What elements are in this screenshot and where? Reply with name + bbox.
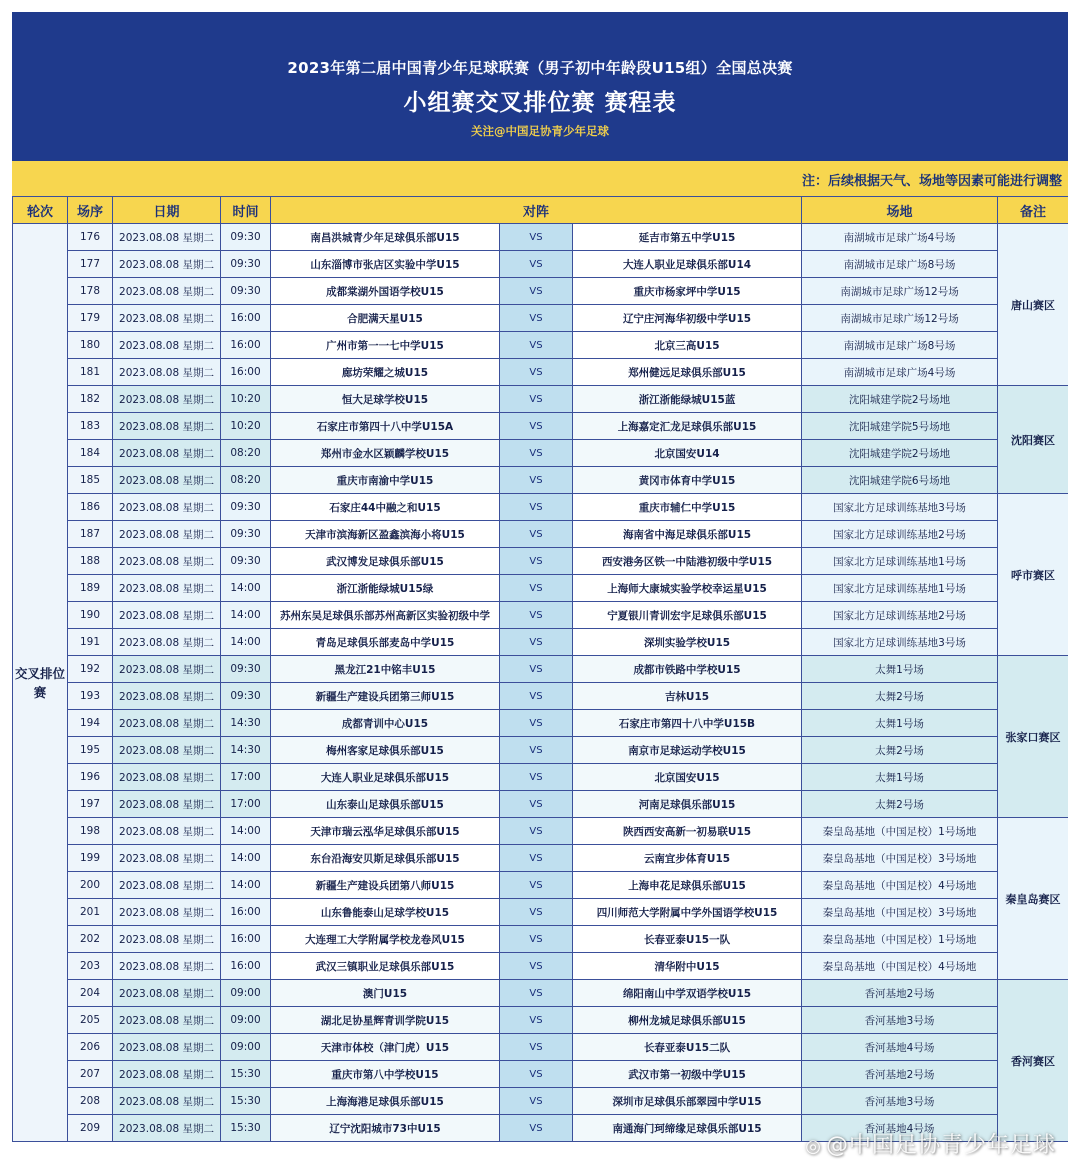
- venue-cell: 香河基地4号场: [802, 1034, 998, 1061]
- venue-cell: 南湖城市足球广场12号场: [802, 278, 998, 305]
- time-cell: 14:00: [221, 602, 271, 629]
- home-team-cell: 合肥满天星U15: [271, 305, 500, 332]
- vs-cell: VS: [500, 467, 573, 494]
- time-cell: 14:00: [221, 818, 271, 845]
- vs-cell: VS: [500, 980, 573, 1007]
- venue-cell: 秦皇岛基地（中国足校）4号场地: [802, 872, 998, 899]
- table-row: [13, 224, 1069, 251]
- venue-cell: 香河基地3号场: [802, 1088, 998, 1115]
- away-team-cell: 大连人职业足球俱乐部U14: [573, 251, 802, 278]
- venue-cell: 南湖城市足球广场8号场: [802, 332, 998, 359]
- time-cell: 09:30: [221, 656, 271, 683]
- home-team-cell: 成都青训中心U15: [271, 710, 500, 737]
- venue-cell: 秦皇岛基地（中国足校）1号场地: [802, 818, 998, 845]
- away-team-cell: 西安港务区铁一中陆港初级中学U15: [573, 548, 802, 575]
- date-cell: 2023.08.08 星期二: [113, 845, 221, 872]
- date-cell: 2023.08.08 星期二: [113, 413, 221, 440]
- home-team-cell: 恒大足球学校U15: [271, 386, 500, 413]
- date-cell: 2023.08.08 星期二: [113, 710, 221, 737]
- home-team-cell: 山东淄博市张店区实验中学U15: [271, 251, 500, 278]
- date-cell: 2023.08.08 星期二: [113, 629, 221, 656]
- table-row: [13, 1034, 1069, 1061]
- away-team-cell: 北京三高U15: [573, 332, 802, 359]
- vs-cell: VS: [500, 413, 573, 440]
- table-row: [13, 953, 1069, 980]
- time-cell: 17:00: [221, 791, 271, 818]
- schedule-title: 小组赛交叉排位赛 赛程表: [403, 90, 677, 116]
- date-cell: 2023.08.08 星期二: [113, 224, 221, 251]
- match-no-cell: 194: [68, 710, 113, 737]
- home-team-cell: 浙江浙能绿城U15绿: [271, 575, 500, 602]
- header-round: 轮次: [13, 197, 68, 224]
- date-cell: 2023.08.08 星期二: [113, 1034, 221, 1061]
- table-row: [13, 332, 1069, 359]
- watermark-text: @中国足协青少年足球: [825, 1133, 1056, 1158]
- away-team-cell: 上海师大康城实验学校幸运星U15: [573, 575, 802, 602]
- vs-cell: VS: [500, 521, 573, 548]
- match-no-cell: 184: [68, 440, 113, 467]
- venue-cell: 国家北方足球训练基地2号场: [802, 602, 998, 629]
- home-team-cell: 大连理工大学附属学校龙卷风U15: [271, 926, 500, 953]
- date-cell: 2023.08.08 星期二: [113, 359, 221, 386]
- match-no-cell: 185: [68, 467, 113, 494]
- home-team-cell: 青岛足球俱乐部麦岛中学U15: [271, 629, 500, 656]
- table-row: [13, 494, 1069, 521]
- table-row: [13, 980, 1069, 1007]
- home-team-cell: 湖北足协星辉青训学院U15: [271, 1007, 500, 1034]
- venue-cell: 太舞1号场: [802, 764, 998, 791]
- home-team-cell: 新疆生产建设兵团第八师U15: [271, 872, 500, 899]
- table-row: [13, 1088, 1069, 1115]
- home-team-cell: 山东泰山足球俱乐部U15: [271, 791, 500, 818]
- match-no-cell: 183: [68, 413, 113, 440]
- match-no-cell: 204: [68, 980, 113, 1007]
- time-cell: 09:30: [221, 521, 271, 548]
- home-team-cell: 梅州客家足球俱乐部U15: [271, 737, 500, 764]
- region-cell: 秦皇岛赛区: [998, 818, 1068, 980]
- date-cell: 2023.08.08 星期二: [113, 683, 221, 710]
- header-date: 日期: [113, 197, 221, 224]
- region-cell: 张家口赛区: [998, 656, 1068, 818]
- match-no-cell: 190: [68, 602, 113, 629]
- table-row: [13, 899, 1069, 926]
- time-cell: 09:30: [221, 251, 271, 278]
- date-cell: 2023.08.08 星期二: [113, 764, 221, 791]
- time-cell: 14:30: [221, 710, 271, 737]
- vs-cell: VS: [500, 629, 573, 656]
- match-no-cell: 188: [68, 548, 113, 575]
- home-team-cell: 大连人职业足球俱乐部U15: [271, 764, 500, 791]
- schedule-table: [12, 196, 1068, 1142]
- time-cell: 16:00: [221, 332, 271, 359]
- match-no-cell: 192: [68, 656, 113, 683]
- home-team-cell: 辽宁沈阳城市73中U15: [271, 1115, 500, 1142]
- tournament-title: 2023年第二届中国青少年足球联赛（男子初中年龄段U15组）全国总决赛: [287, 59, 793, 77]
- vs-cell: VS: [500, 926, 573, 953]
- time-cell: 09:30: [221, 683, 271, 710]
- venue-cell: 太舞1号场: [802, 710, 998, 737]
- vs-cell: VS: [500, 1007, 573, 1034]
- round-cell: 交叉排位赛: [13, 224, 68, 1142]
- vs-cell: VS: [500, 494, 573, 521]
- header-venue: 场地: [802, 197, 998, 224]
- header-match-no: 场序: [68, 197, 113, 224]
- home-team-cell: 苏州东吴足球俱乐部苏州高新区实验初级中学: [271, 602, 500, 629]
- venue-cell: 太舞2号场: [802, 737, 998, 764]
- date-cell: 2023.08.08 星期二: [113, 251, 221, 278]
- match-no-cell: 176: [68, 224, 113, 251]
- vs-cell: VS: [500, 899, 573, 926]
- venue-cell: 沈阳城建学院6号场地: [802, 467, 998, 494]
- table-row: [13, 926, 1069, 953]
- table-row: [13, 710, 1069, 737]
- vs-cell: VS: [500, 602, 573, 629]
- match-no-cell: 186: [68, 494, 113, 521]
- match-no-cell: 200: [68, 872, 113, 899]
- vs-cell: VS: [500, 1034, 573, 1061]
- note-bar: [12, 161, 1068, 196]
- vs-cell: VS: [500, 1115, 573, 1142]
- title-banner: [12, 12, 1068, 161]
- match-no-cell: 189: [68, 575, 113, 602]
- match-no-cell: 177: [68, 251, 113, 278]
- schedule-poster: [12, 12, 1068, 1165]
- venue-cell: 沈阳城建学院2号场地: [802, 386, 998, 413]
- region-cell: 呼市赛区: [998, 494, 1068, 656]
- table-row: [13, 1007, 1069, 1034]
- header-time: 时间: [221, 197, 271, 224]
- home-team-cell: 石家庄44中融之和U15: [271, 494, 500, 521]
- time-cell: 14:00: [221, 575, 271, 602]
- time-cell: 16:00: [221, 926, 271, 953]
- venue-cell: 香河基地2号场: [802, 980, 998, 1007]
- venue-cell: 南湖城市足球广场8号场: [802, 251, 998, 278]
- home-team-cell: 廊坊荣耀之城U15: [271, 359, 500, 386]
- table-row: [13, 278, 1069, 305]
- away-team-cell: 浙江浙能绿城U15蓝: [573, 386, 802, 413]
- time-cell: 09:00: [221, 1034, 271, 1061]
- away-team-cell: 四川师范大学附属中学外国语学校U15: [573, 899, 802, 926]
- time-cell: 14:30: [221, 737, 271, 764]
- date-cell: 2023.08.08 星期二: [113, 953, 221, 980]
- home-team-cell: 东台沿海安贝斯足球俱乐部U15: [271, 845, 500, 872]
- away-team-cell: 重庆市辅仁中学U15: [573, 494, 802, 521]
- date-cell: 2023.08.08 星期二: [113, 602, 221, 629]
- home-team-cell: 澳门U15: [271, 980, 500, 1007]
- match-no-cell: 193: [68, 683, 113, 710]
- vs-cell: VS: [500, 359, 573, 386]
- date-cell: 2023.08.08 星期二: [113, 386, 221, 413]
- venue-cell: 香河基地3号场: [802, 1007, 998, 1034]
- table-row: [13, 1061, 1069, 1088]
- match-no-cell: 199: [68, 845, 113, 872]
- time-cell: 16:00: [221, 899, 271, 926]
- vs-cell: VS: [500, 1061, 573, 1088]
- away-team-cell: 黄冈市体育中学U15: [573, 467, 802, 494]
- vs-cell: VS: [500, 575, 573, 602]
- away-team-cell: 绵阳南山中学双语学校U15: [573, 980, 802, 1007]
- table-row: [13, 683, 1069, 710]
- home-team-cell: 成都棠湖外国语学校U15: [271, 278, 500, 305]
- home-team-cell: 广州市第一一七中学U15: [271, 332, 500, 359]
- date-cell: 2023.08.08 星期二: [113, 332, 221, 359]
- match-no-cell: 209: [68, 1115, 113, 1142]
- table-row: [13, 413, 1069, 440]
- date-cell: 2023.08.08 星期二: [113, 575, 221, 602]
- time-cell: 09:30: [221, 224, 271, 251]
- away-team-cell: 海南省中海足球俱乐部U15: [573, 521, 802, 548]
- home-team-cell: 南昌洪城青少年足球俱乐部U15: [271, 224, 500, 251]
- time-cell: 14:00: [221, 629, 271, 656]
- date-cell: 2023.08.08 星期二: [113, 818, 221, 845]
- table-row: [13, 845, 1069, 872]
- away-team-cell: 长春亚泰U15二队: [573, 1034, 802, 1061]
- vs-cell: VS: [500, 278, 573, 305]
- table-row: [13, 305, 1069, 332]
- home-team-cell: 重庆市南渝中学U15: [271, 467, 500, 494]
- table-row: [13, 737, 1069, 764]
- home-team-cell: 天津市体校（津门虎）U15: [271, 1034, 500, 1061]
- date-cell: 2023.08.08 星期二: [113, 926, 221, 953]
- venue-cell: 秦皇岛基地（中国足校）1号场地: [802, 926, 998, 953]
- time-cell: 10:20: [221, 413, 271, 440]
- home-team-cell: 山东鲁能泰山足球学校U15: [271, 899, 500, 926]
- vs-cell: VS: [500, 548, 573, 575]
- vs-cell: VS: [500, 683, 573, 710]
- away-team-cell: 石家庄市第四十八中学U15B: [573, 710, 802, 737]
- match-no-cell: 208: [68, 1088, 113, 1115]
- away-team-cell: 辽宁庄河海华初级中学U15: [573, 305, 802, 332]
- venue-cell: 国家北方足球训练基地3号场: [802, 494, 998, 521]
- match-no-cell: 187: [68, 521, 113, 548]
- away-team-cell: 吉林U15: [573, 683, 802, 710]
- date-cell: 2023.08.08 星期二: [113, 494, 221, 521]
- region-cell: 沈阳赛区: [998, 386, 1068, 494]
- venue-cell: 香河基地4号场: [802, 1115, 998, 1142]
- time-cell: 15:30: [221, 1061, 271, 1088]
- venue-cell: 国家北方足球训练基地2号场: [802, 521, 998, 548]
- home-team-cell: 新疆生产建设兵团第三师U15: [271, 683, 500, 710]
- table-row: [13, 251, 1069, 278]
- date-cell: 2023.08.08 星期二: [113, 305, 221, 332]
- venue-cell: 国家北方足球训练基地1号场: [802, 575, 998, 602]
- home-team-cell: 武汉博发足球俱乐部U15: [271, 548, 500, 575]
- table-row: [13, 872, 1069, 899]
- venue-cell: 太舞2号场: [802, 791, 998, 818]
- away-team-cell: 深圳市足球俱乐部翠园中学U15: [573, 1088, 802, 1115]
- date-cell: 2023.08.08 星期二: [113, 1088, 221, 1115]
- home-team-cell: 重庆市第八中学校U15: [271, 1061, 500, 1088]
- match-no-cell: 182: [68, 386, 113, 413]
- away-team-cell: 成都市铁路中学校U15: [573, 656, 802, 683]
- venue-cell: 国家北方足球训练基地3号场: [802, 629, 998, 656]
- match-no-cell: 181: [68, 359, 113, 386]
- time-cell: 09:30: [221, 494, 271, 521]
- vs-cell: VS: [500, 953, 573, 980]
- match-no-cell: 205: [68, 1007, 113, 1034]
- venue-cell: 秦皇岛基地（中国足校）3号场地: [802, 845, 998, 872]
- table-row: [13, 386, 1069, 413]
- follow-text: 关注@中国足协青少年足球: [471, 124, 609, 138]
- date-cell: 2023.08.08 星期二: [113, 278, 221, 305]
- vs-cell: VS: [500, 872, 573, 899]
- schedule-body: [13, 224, 1069, 1142]
- table-row: [13, 575, 1069, 602]
- time-cell: 16:00: [221, 359, 271, 386]
- vs-cell: VS: [500, 710, 573, 737]
- region-cell: 香河赛区: [998, 980, 1068, 1142]
- vs-cell: VS: [500, 305, 573, 332]
- vs-cell: VS: [500, 818, 573, 845]
- table-row: [13, 359, 1069, 386]
- region-cell: 唐山赛区: [998, 224, 1068, 386]
- venue-cell: 沈阳城建学院2号场地: [802, 440, 998, 467]
- vs-cell: VS: [500, 251, 573, 278]
- match-no-cell: 206: [68, 1034, 113, 1061]
- vs-cell: VS: [500, 845, 573, 872]
- match-no-cell: 202: [68, 926, 113, 953]
- time-cell: 08:20: [221, 440, 271, 467]
- away-team-cell: 柳州龙城足球俱乐部U15: [573, 1007, 802, 1034]
- date-cell: 2023.08.08 星期二: [113, 872, 221, 899]
- vs-cell: VS: [500, 224, 573, 251]
- home-team-cell: 天津市瑞云泓华足球俱乐部U15: [271, 818, 500, 845]
- away-team-cell: 上海嘉定汇龙足球俱乐部U15: [573, 413, 802, 440]
- date-cell: 2023.08.08 星期二: [113, 980, 221, 1007]
- home-team-cell: 武汉三镇职业足球俱乐部U15: [271, 953, 500, 980]
- time-cell: 09:00: [221, 1007, 271, 1034]
- away-team-cell: 北京国安U15: [573, 764, 802, 791]
- vs-cell: VS: [500, 737, 573, 764]
- table-row: [13, 818, 1069, 845]
- away-team-cell: 延吉市第五中学U15: [573, 224, 802, 251]
- venue-cell: 国家北方足球训练基地1号场: [802, 548, 998, 575]
- vs-cell: VS: [500, 656, 573, 683]
- away-team-cell: 云南宜步体育U15: [573, 845, 802, 872]
- away-team-cell: 陕西西安高新一初易联U15: [573, 818, 802, 845]
- vs-cell: VS: [500, 332, 573, 359]
- date-cell: 2023.08.08 星期二: [113, 899, 221, 926]
- match-no-cell: 196: [68, 764, 113, 791]
- away-team-cell: 郑州健远足球俱乐部U15: [573, 359, 802, 386]
- date-cell: 2023.08.08 星期二: [113, 440, 221, 467]
- date-cell: 2023.08.08 星期二: [113, 791, 221, 818]
- table-row: [13, 548, 1069, 575]
- date-cell: 2023.08.08 星期二: [113, 737, 221, 764]
- home-team-cell: 郑州市金水区颖麟学校U15: [271, 440, 500, 467]
- match-no-cell: 198: [68, 818, 113, 845]
- table-row: [13, 521, 1069, 548]
- match-no-cell: 203: [68, 953, 113, 980]
- date-cell: 2023.08.08 星期二: [113, 521, 221, 548]
- venue-cell: 香河基地2号场: [802, 1061, 998, 1088]
- venue-cell: 秦皇岛基地（中国足校）4号场地: [802, 953, 998, 980]
- home-team-cell: 黑龙江21中铭丰U15: [271, 656, 500, 683]
- date-cell: 2023.08.08 星期二: [113, 1007, 221, 1034]
- away-team-cell: 南京市足球运动学校U15: [573, 737, 802, 764]
- home-team-cell: 上海海港足球俱乐部U15: [271, 1088, 500, 1115]
- table-row: [13, 791, 1069, 818]
- time-cell: 15:30: [221, 1115, 271, 1142]
- match-no-cell: 195: [68, 737, 113, 764]
- away-team-cell: 上海申花足球俱乐部U15: [573, 872, 802, 899]
- vs-cell: VS: [500, 386, 573, 413]
- header-remark: 备注: [998, 197, 1068, 224]
- match-no-cell: 180: [68, 332, 113, 359]
- time-cell: 09:30: [221, 548, 271, 575]
- time-cell: 16:00: [221, 953, 271, 980]
- time-cell: 14:00: [221, 845, 271, 872]
- table-row: [13, 629, 1069, 656]
- table-header-row: [13, 197, 1069, 224]
- home-team-cell: 天津市滨海新区盈鑫滨海小将U15: [271, 521, 500, 548]
- match-no-cell: 197: [68, 791, 113, 818]
- table-row: [13, 467, 1069, 494]
- venue-cell: 沈阳城建学院5号场地: [802, 413, 998, 440]
- vs-cell: VS: [500, 764, 573, 791]
- table-row: [13, 764, 1069, 791]
- vs-cell: VS: [500, 440, 573, 467]
- time-cell: 08:20: [221, 467, 271, 494]
- away-team-cell: 深圳实验学校U15: [573, 629, 802, 656]
- watermark: [805, 1128, 1056, 1159]
- away-team-cell: 南通海门珂缔缘足球俱乐部U15: [573, 1115, 802, 1142]
- away-team-cell: 河南足球俱乐部U15: [573, 791, 802, 818]
- date-cell: 2023.08.08 星期二: [113, 467, 221, 494]
- match-no-cell: 191: [68, 629, 113, 656]
- home-team-cell: 石家庄市第四十八中学U15A: [271, 413, 500, 440]
- venue-cell: 太舞1号场: [802, 656, 998, 683]
- date-cell: 2023.08.08 星期二: [113, 1061, 221, 1088]
- time-cell: 09:00: [221, 980, 271, 1007]
- time-cell: 15:30: [221, 1088, 271, 1115]
- time-cell: 17:00: [221, 764, 271, 791]
- venue-cell: 南湖城市足球广场12号场: [802, 305, 998, 332]
- away-team-cell: 长春亚泰U15一队: [573, 926, 802, 953]
- away-team-cell: 北京国安U14: [573, 440, 802, 467]
- time-cell: 09:30: [221, 278, 271, 305]
- venue-cell: 秦皇岛基地（中国足校）3号场地: [802, 899, 998, 926]
- away-team-cell: 宁夏银川青训宏宇足球俱乐部U15: [573, 602, 802, 629]
- time-cell: 16:00: [221, 305, 271, 332]
- table-row: [13, 440, 1069, 467]
- match-no-cell: 207: [68, 1061, 113, 1088]
- away-team-cell: 清华附中U15: [573, 953, 802, 980]
- date-cell: 2023.08.08 星期二: [113, 656, 221, 683]
- table-row: [13, 656, 1069, 683]
- header-matchup: 对阵: [271, 197, 802, 224]
- match-no-cell: 179: [68, 305, 113, 332]
- vs-cell: VS: [500, 1088, 573, 1115]
- venue-cell: 太舞2号场: [802, 683, 998, 710]
- venue-cell: 南湖城市足球广场4号场: [802, 359, 998, 386]
- time-cell: 14:00: [221, 872, 271, 899]
- match-no-cell: 201: [68, 899, 113, 926]
- time-cell: 10:20: [221, 386, 271, 413]
- match-no-cell: 178: [68, 278, 113, 305]
- adjustment-note: 注：后续根据天气、场地等因素可能进行调整: [801, 174, 1062, 189]
- weibo-icon: ◎: [805, 1136, 822, 1157]
- table-row: [13, 602, 1069, 629]
- away-team-cell: 武汉市第一初级中学U15: [573, 1061, 802, 1088]
- vs-cell: VS: [500, 791, 573, 818]
- away-team-cell: 重庆市杨家坪中学U15: [573, 278, 802, 305]
- venue-cell: 南湖城市足球广场4号场: [802, 224, 998, 251]
- date-cell: 2023.08.08 星期二: [113, 1115, 221, 1142]
- date-cell: 2023.08.08 星期二: [113, 548, 221, 575]
